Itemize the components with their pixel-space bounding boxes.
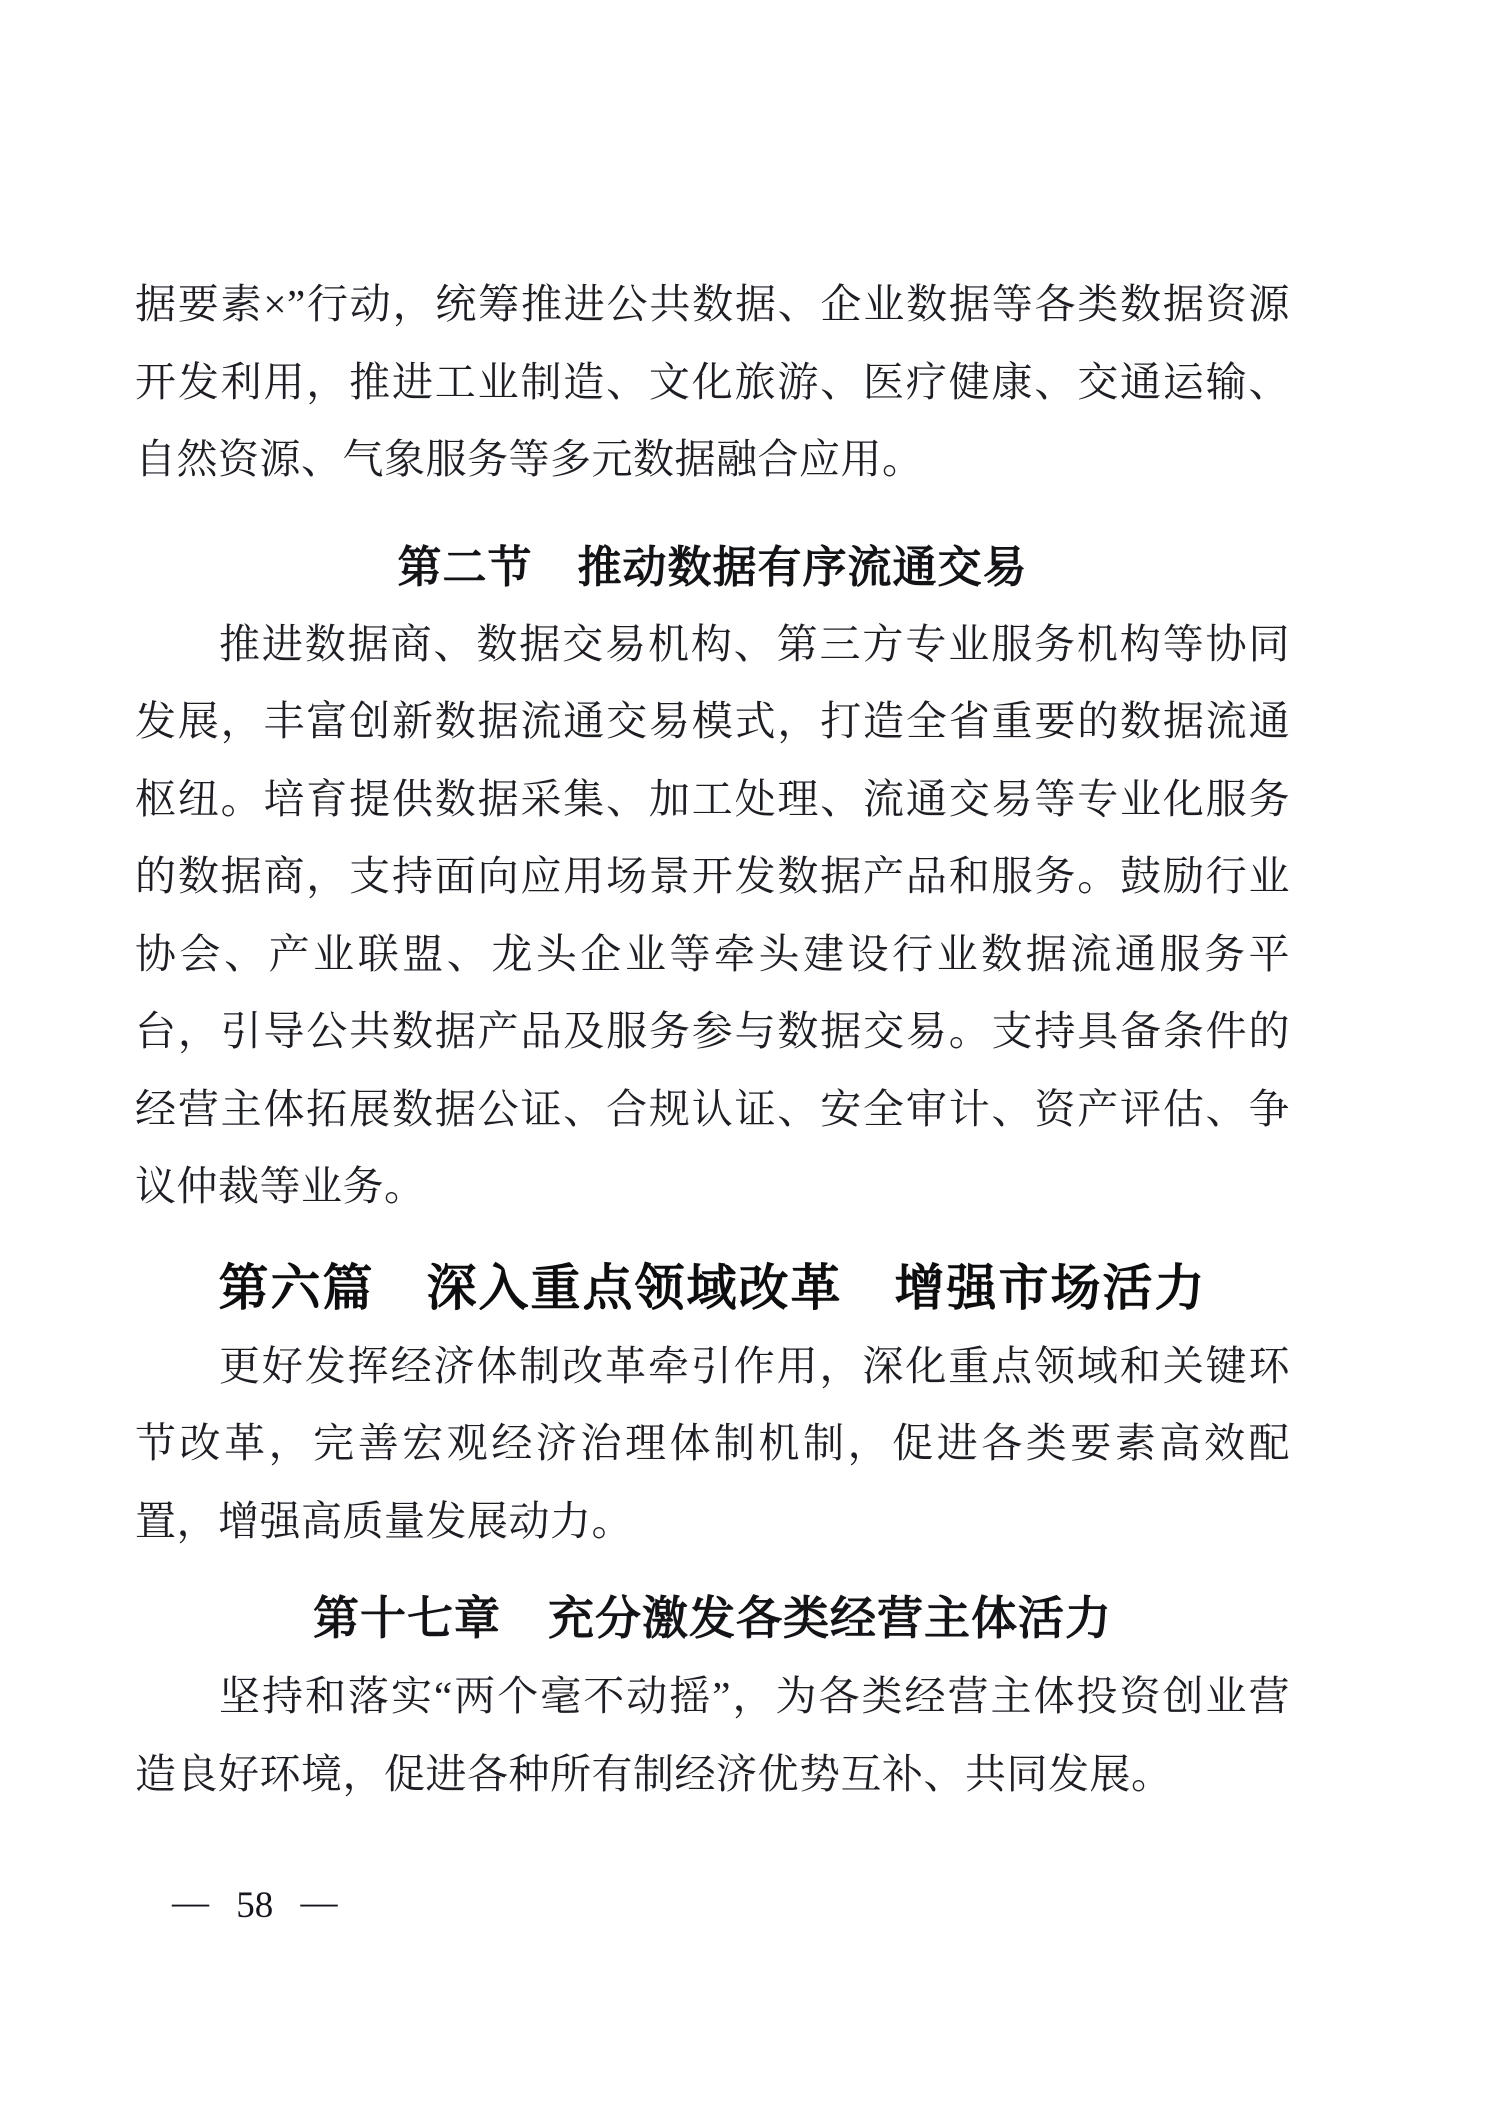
paragraph-continuation: 据要素×”行动，统筹推进公共数据、企业数据等各类数据资源开发利用，推进工业制造、文化旅游、医疗健康、交通运输、自然资源、气象服务等多元数据融合应用。: [135, 281, 1290, 482]
section-heading: 第二节 推动数据有序流通交易: [397, 542, 1028, 592]
paragraph-reform-intro: 更好发挥经济体制改革牵引作用，深化重点领域和关键环节改革，完善宏观经济治理体制机制，促进各类要素高效配置，增强高质量发展动力。: [135, 1342, 1290, 1544]
chapter-heading: 第十七章 充分激发各类经营主体活力: [313, 1593, 1112, 1644]
footer-dash-left: —: [172, 1882, 209, 1923]
footer-dash-right: —: [300, 1882, 338, 1923]
paragraph-business-entities: 坚持和落实“两个毫不动摇”，为各类经营主体投资创业营造良好环境，促进各种所有制经济优势互补、共同发展。: [135, 1673, 1290, 1797]
page-content: [135, 266, 1290, 1813]
part-heading: 第六篇 深入重点领域改革 增强市场活力: [218, 1259, 1207, 1316]
page-footer: [172, 1884, 338, 1928]
page-number: 58: [236, 1885, 274, 1926]
paragraph-data-circulation: 推进数据商、数据交易机构、第三方专业服务机构等协同发展，丰富创新数据流通交易模式，打造全省重要的数据流通枢纽。培育提供数据采集、加工处理、流通交易等专业化服务的数据商，支持面向应用场景开发数据产品和服务。鼓励行业协会、产业联盟、龙头企业等牵头建设行业数据流通服务平台，引导公共数据产品及服务参与数据交易。支持具备条件的经营主体拓展数据公证、合规认证、安全审计、资产评估、争议仲裁等业务。: [135, 620, 1290, 1209]
